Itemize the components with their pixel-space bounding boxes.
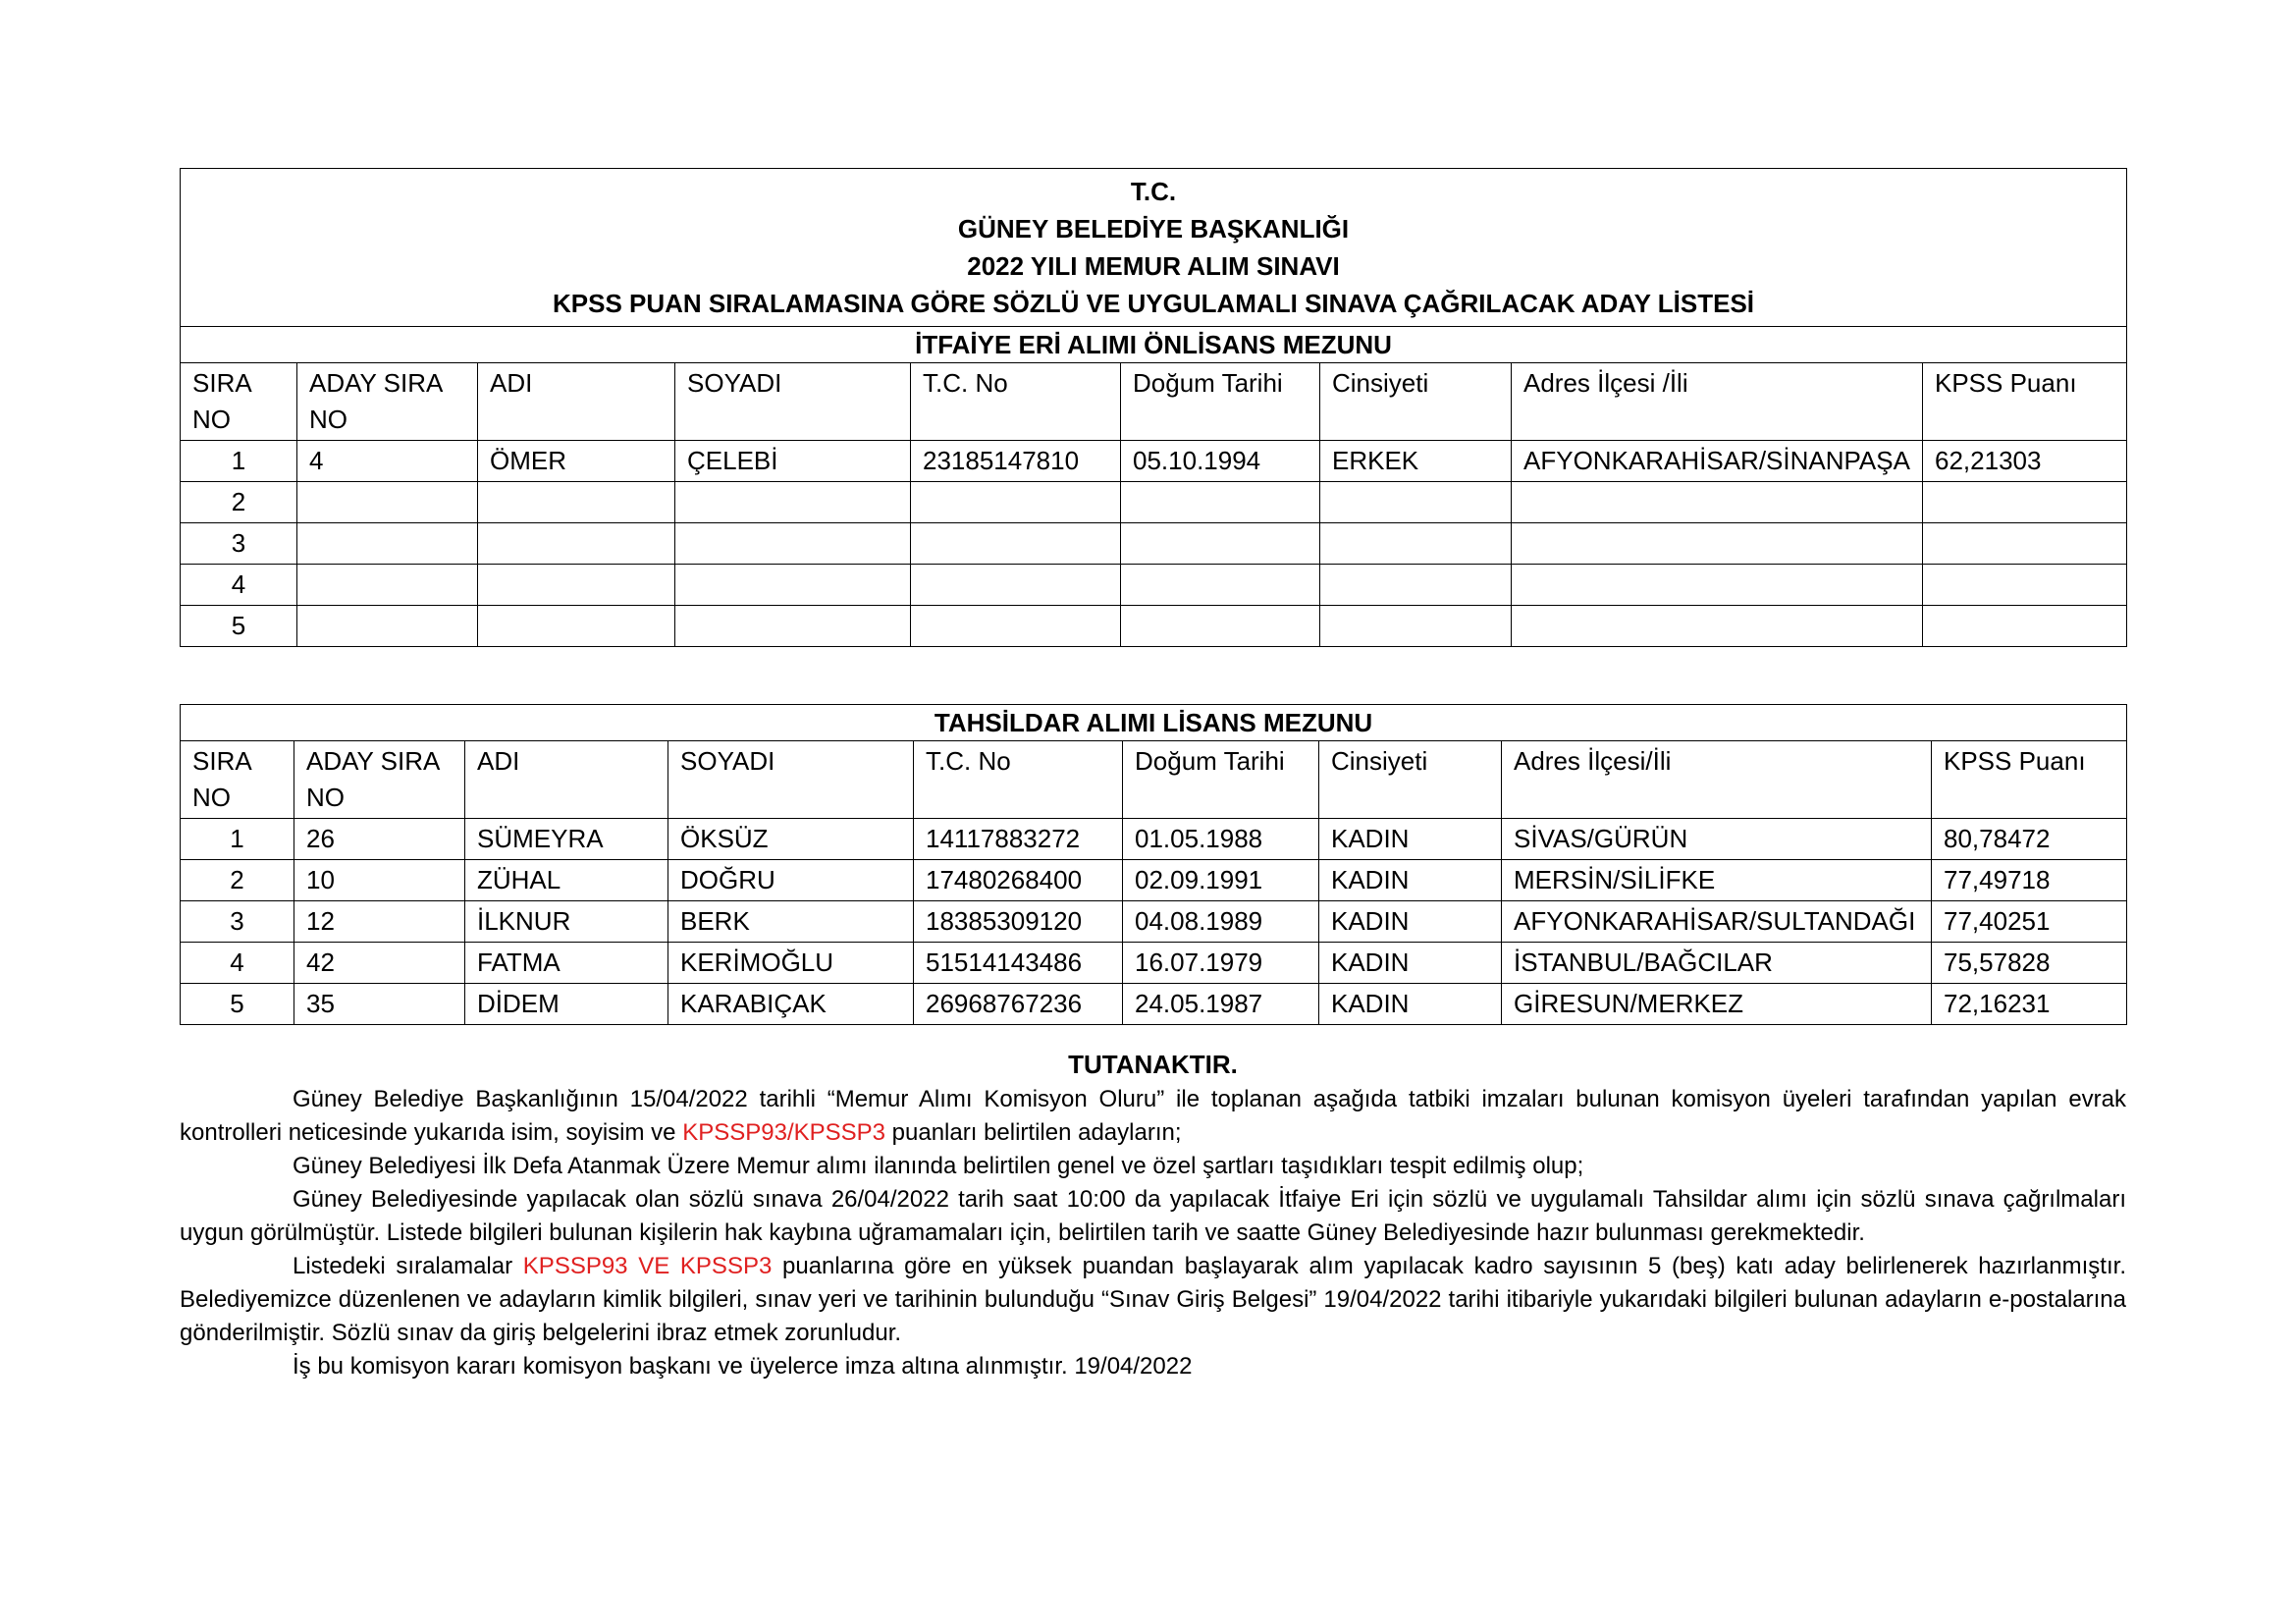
table-row: [181, 819, 2127, 860]
minutes-p4-text-end: puanlarına göre en yüksek puandan başlayarak alım yapılacak kadro sayısının 5 (beş) katı aday belirlenerek hazırlanmıştır. Belediyemizce düzenlenen ve adayların kimlik bilgileri, sınav yeri ve tarihinin bulunduğu “Sınav Giriş Belgesi” 19/04/2022 tarihi itibariyle yukarıdaki bilgileri bulunan adayların e-postalarına gönderilmiştir. Sözlü sınav da giriş belgelerini ibraz etmek zorunludur.: [180, 1253, 2126, 1346]
minutes-p4-highlight: KPSSP93 VE KPSSP3: [522, 1253, 773, 1279]
col-header-soyadi: SOYADI: [675, 363, 911, 441]
cell-tc-no: 26968767236: [914, 984, 1123, 1025]
table-row: [181, 482, 2127, 523]
cell-kpss-puani: [1923, 565, 2127, 606]
minutes-p1-highlight: KPSSP93/KPSSP3: [682, 1119, 885, 1146]
cell-adi: ZÜHAL: [465, 860, 668, 901]
cell-adres: SİVAS/GÜRÜN: [1502, 819, 1932, 860]
col-header-adres: Adres İlçesi/İli: [1502, 741, 1932, 819]
cell-tc-no: 14117883272: [914, 819, 1123, 860]
title-line-3: 2022 YILI MEMUR ALIM SINAVI: [967, 251, 1340, 281]
cell-soyadi: [675, 482, 911, 523]
cell-cinsiyeti: KADIN: [1319, 943, 1502, 984]
cell-soyadi: ÖKSÜZ: [668, 819, 914, 860]
section-title-itfaiye: İTFAİYE ERİ ALIMI ÖNLİSANS MEZUNU: [181, 327, 2127, 363]
cell-dogum-tarihi: [1121, 565, 1320, 606]
minutes-paragraph-2: Güney Belediyesi İlk Defa Atanmak Üzere Memur alımı ilanında belirtilen genel ve özel şartları taşıdıkları tespit edilmiş olup;: [293, 1153, 1584, 1179]
cell-adi: [478, 606, 675, 647]
cell-adres: İSTANBUL/BAĞCILAR: [1502, 943, 1932, 984]
minutes-paragraph-1: [180, 1083, 2126, 1150]
cell-sira-no: 3: [181, 901, 294, 943]
cell-dogum-tarihi: [1121, 606, 1320, 647]
cell-tc-no: [911, 523, 1121, 565]
cell-sira-no: 1: [181, 441, 297, 482]
cell-aday-sira-no: [297, 482, 478, 523]
cell-dogum-tarihi: [1121, 523, 1320, 565]
cell-kpss-puani: 62,21303: [1923, 441, 2127, 482]
cell-tc-no: [911, 606, 1121, 647]
cell-kpss-puani: 75,57828: [1932, 943, 2127, 984]
cell-adres: AFYONKARAHİSAR/SİNANPAŞA: [1512, 441, 1923, 482]
cell-aday-sira-no: [297, 606, 478, 647]
cell-dogum-tarihi: 01.05.1988: [1123, 819, 1319, 860]
cell-kpss-puani: [1923, 606, 2127, 647]
title-line-4: KPSS PUAN SIRALAMASINA GÖRE SÖZLÜ VE UYGULAMALI SINAVA ÇAĞRILACAK ADAY LİSTESİ: [553, 289, 1755, 318]
cell-sira-no: 4: [181, 565, 297, 606]
cell-sira-no: 5: [181, 606, 297, 647]
col-header-adres: Adres İlçesi /İli: [1512, 363, 1923, 441]
cell-adi: ÖMER: [478, 441, 675, 482]
cell-tc-no: [911, 482, 1121, 523]
cell-cinsiyeti: KADIN: [1319, 860, 1502, 901]
cell-sira-no: 2: [181, 860, 294, 901]
cell-soyadi: BERK: [668, 901, 914, 943]
cell-kpss-puani: 77,40251: [1932, 901, 2127, 943]
cell-dogum-tarihi: [1121, 482, 1320, 523]
cell-cinsiyeti: [1320, 482, 1512, 523]
cell-soyadi: ÇELEBİ: [675, 441, 911, 482]
cell-tc-no: 51514143486: [914, 943, 1123, 984]
cell-cinsiyeti: KADIN: [1319, 819, 1502, 860]
title-line-1: T.C.: [1130, 177, 1177, 206]
itfaiye-candidate-table: [180, 168, 2127, 647]
col-header-soyadi: SOYADI: [668, 741, 914, 819]
cell-adi: FATMA: [465, 943, 668, 984]
cell-kpss-puani: [1923, 523, 2127, 565]
cell-sira-no: 5: [181, 984, 294, 1025]
header-row: [181, 363, 2127, 441]
col-header-dogum-tarihi: Doğum Tarihi: [1123, 741, 1319, 819]
cell-aday-sira-no: 4: [297, 441, 478, 482]
cell-adres: [1512, 606, 1923, 647]
cell-sira-no: 4: [181, 943, 294, 984]
cell-dogum-tarihi: 16.07.1979: [1123, 943, 1319, 984]
cell-cinsiyeti: [1320, 606, 1512, 647]
minutes-title: TUTANAKTIR.: [1068, 1050, 1238, 1079]
cell-aday-sira-no: 12: [294, 901, 465, 943]
cell-tc-no: 17480268400: [914, 860, 1123, 901]
cell-kpss-puani: [1923, 482, 2127, 523]
minutes-p1-text-end: puanları belirtilen adayların;: [885, 1119, 1182, 1146]
minutes-p4-text: Listedeki sıralamalar: [293, 1253, 523, 1279]
cell-tc-no: 23185147810: [911, 441, 1121, 482]
cell-adres: GİRESUN/MERKEZ: [1502, 984, 1932, 1025]
minutes-p1-text: Güney Belediye Başkanlığının 15/04/2022 tarihli “Memur Alımı Komisyon Oluru” ile toplanan aşağıda tatbiki imzaları bulunan komisyon üyeleri tarafından yapılan evrak kontrolleri neticesinde yukarıda isim, soyisim ve: [180, 1086, 2126, 1146]
cell-sira-no: 1: [181, 819, 294, 860]
table-row: [181, 606, 2127, 647]
col-header-aday-sira-no: ADAY SIRA NO: [297, 363, 478, 441]
cell-soyadi: [675, 565, 911, 606]
cell-adi: DİDEM: [465, 984, 668, 1025]
cell-adi: SÜMEYRA: [465, 819, 668, 860]
cell-cinsiyeti: KADIN: [1319, 984, 1502, 1025]
col-header-sira-no: SIRA NO: [181, 741, 294, 819]
cell-soyadi: KERİMOĞLU: [668, 943, 914, 984]
cell-kpss-puani: 80,78472: [1932, 819, 2127, 860]
minutes-paragraph-4: [180, 1250, 2126, 1350]
cell-dogum-tarihi: 02.09.1991: [1123, 860, 1319, 901]
cell-tc-no: 18385309120: [914, 901, 1123, 943]
col-header-dogum-tarihi: Doğum Tarihi: [1121, 363, 1320, 441]
tahsildar-candidate-table: [180, 704, 2127, 1025]
col-header-cinsiyeti: Cinsiyeti: [1319, 741, 1502, 819]
table-row: [181, 901, 2127, 943]
cell-cinsiyeti: ERKEK: [1320, 441, 1512, 482]
cell-soyadi: DOĞRU: [668, 860, 914, 901]
cell-sira-no: 3: [181, 523, 297, 565]
table-row: [181, 860, 2127, 901]
minutes-paragraph-5: İş bu komisyon kararı komisyon başkanı ve üyelerce imza altına alınmıştır. 19/04/2022: [293, 1353, 1193, 1380]
cell-adi: [478, 482, 675, 523]
cell-dogum-tarihi: 24.05.1987: [1123, 984, 1319, 1025]
header-row: [181, 741, 2127, 819]
col-header-adi: ADI: [478, 363, 675, 441]
table-row: [181, 441, 2127, 482]
cell-tc-no: [911, 565, 1121, 606]
col-header-kpss-puani: KPSS Puanı: [1932, 741, 2127, 819]
cell-kpss-puani: 72,16231: [1932, 984, 2127, 1025]
cell-adres: [1512, 565, 1923, 606]
table-row: [181, 984, 2127, 1025]
cell-sira-no: 2: [181, 482, 297, 523]
title-line-2: GÜNEY BELEDİYE BAŞKANLIĞI: [957, 214, 1350, 244]
col-header-cinsiyeti: Cinsiyeti: [1320, 363, 1512, 441]
cell-cinsiyeti: [1320, 565, 1512, 606]
col-header-sira-no: SIRA NO: [181, 363, 297, 441]
document-title: [181, 169, 2127, 327]
cell-dogum-tarihi: 04.08.1989: [1123, 901, 1319, 943]
table-row: [181, 565, 2127, 606]
cell-aday-sira-no: 35: [294, 984, 465, 1025]
cell-aday-sira-no: 26: [294, 819, 465, 860]
cell-adi: [478, 565, 675, 606]
cell-soyadi: [675, 523, 911, 565]
col-header-tc-no: T.C. No: [914, 741, 1123, 819]
cell-dogum-tarihi: 05.10.1994: [1121, 441, 1320, 482]
cell-adres: AFYONKARAHİSAR/SULTANDAĞI: [1502, 901, 1932, 943]
cell-adres: [1512, 523, 1923, 565]
cell-cinsiyeti: KADIN: [1319, 901, 1502, 943]
minutes-section: [180, 1048, 2126, 1383]
minutes-paragraph-3: Güney Belediyesinde yapılacak olan sözlü sınava 26/04/2022 tarih saat 10:00 da yapılacak İtfaiye Eri için sözlü ve uygulamalı Tahsildar alımı için sözlü sınava çağrılmaları uygun görülmüştür. Listede bilgileri bulunan kişilerin hak kaybına uğramamaları için, belirtilen tarih ve saatte Güney Belediyesinde hazır bulunması gerekmektedir.: [180, 1186, 2126, 1246]
col-header-aday-sira-no: ADAY SIRA NO: [294, 741, 465, 819]
cell-aday-sira-no: 42: [294, 943, 465, 984]
col-header-adi: ADI: [465, 741, 668, 819]
table-row: [181, 943, 2127, 984]
cell-adres: [1512, 482, 1923, 523]
col-header-tc-no: T.C. No: [911, 363, 1121, 441]
cell-cinsiyeti: [1320, 523, 1512, 565]
cell-aday-sira-no: [297, 565, 478, 606]
cell-adi: İLKNUR: [465, 901, 668, 943]
section-title-tahsildar: TAHSİLDAR ALIMI LİSANS MEZUNU: [181, 705, 2127, 741]
cell-aday-sira-no: 10: [294, 860, 465, 901]
cell-adi: [478, 523, 675, 565]
cell-soyadi: [675, 606, 911, 647]
cell-aday-sira-no: [297, 523, 478, 565]
cell-adres: MERSİN/SİLİFKE: [1502, 860, 1932, 901]
cell-kpss-puani: 77,49718: [1932, 860, 2127, 901]
table-row: [181, 523, 2127, 565]
cell-soyadi: KARABIÇAK: [668, 984, 914, 1025]
col-header-kpss-puani: KPSS Puanı: [1923, 363, 2127, 441]
